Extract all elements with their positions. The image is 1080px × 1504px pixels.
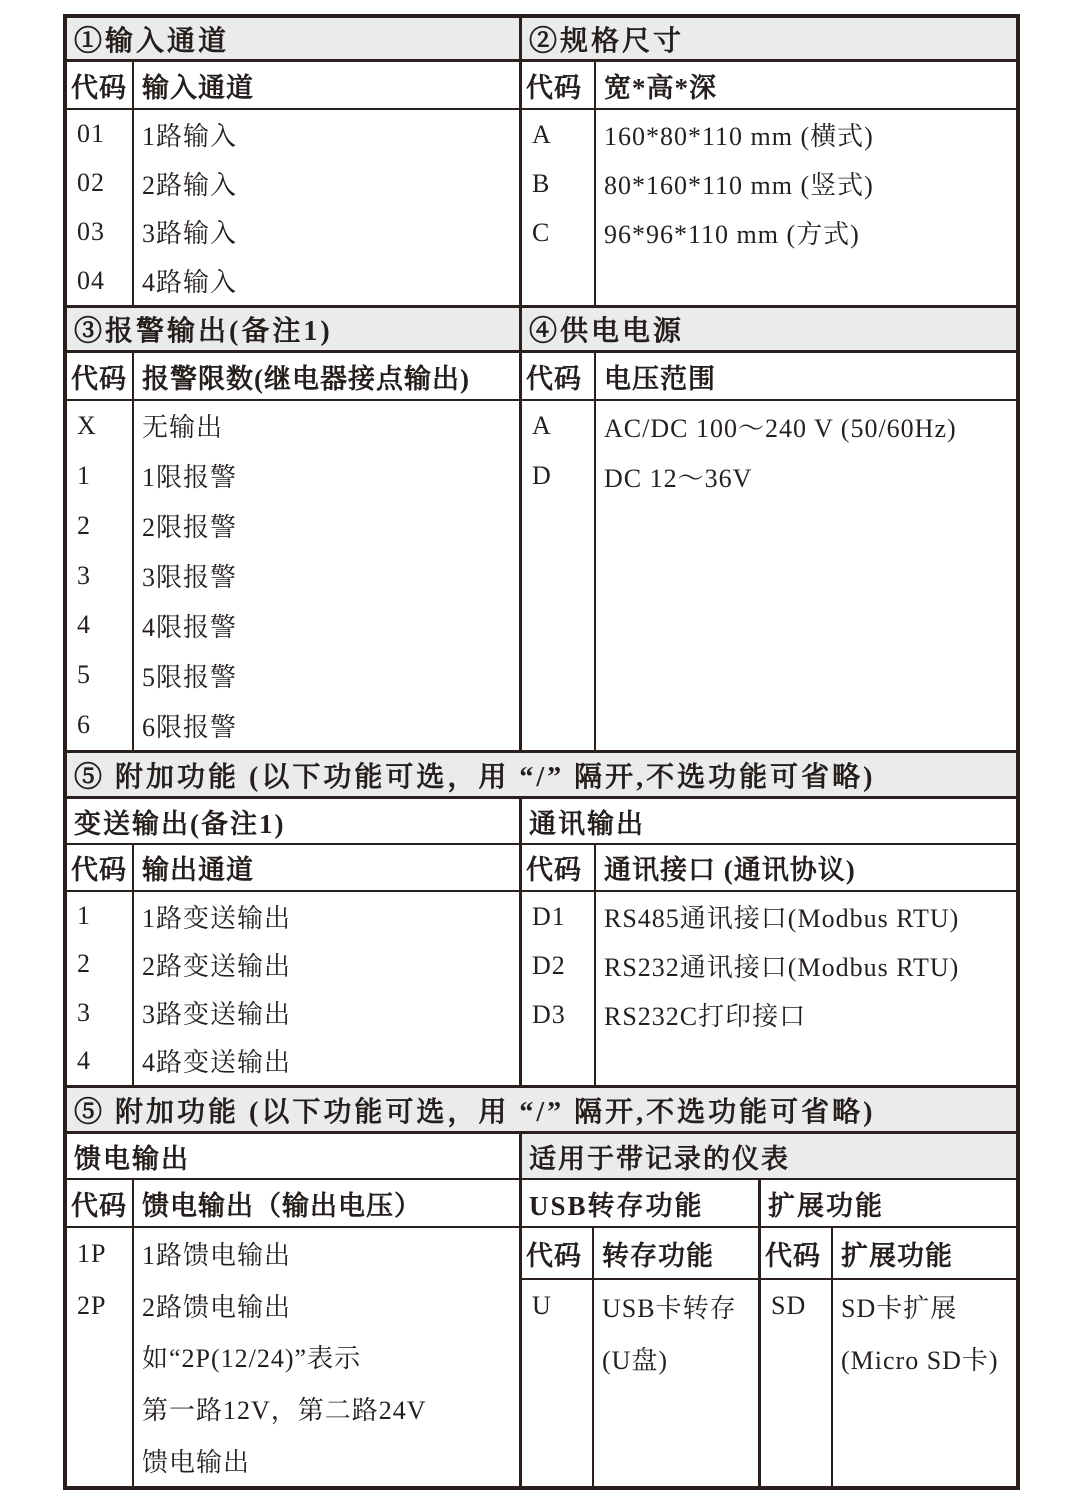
- row-code: 3: [77, 560, 91, 590]
- row-value: 4路输入: [142, 268, 238, 298]
- subsection-title-text: 通讯输出: [529, 808, 645, 839]
- row-note: 第一路12V，第二路24V: [142, 1396, 427, 1426]
- row-value: 160*80*110 mm (横式): [604, 122, 874, 151]
- subsection-title-text: 适用于带记录的仪表: [529, 1143, 790, 1174]
- value-column: [134, 892, 519, 1085]
- row-code: 3: [77, 997, 91, 1027]
- code-column: [67, 892, 134, 1085]
- row-code: D1: [532, 901, 566, 931]
- value-column-header: 报警限数(继电器接点输出): [142, 363, 470, 394]
- subsection-title: [67, 799, 519, 845]
- code-column: [522, 401, 596, 750]
- recorder-function-columns: [522, 1180, 1016, 1486]
- section-title-text: ⑤ 附加功能 (以下功能可选，用 “/” 隔开,不选功能可省略): [74, 761, 876, 793]
- row-value: 2路输入: [142, 170, 238, 200]
- data-area: [67, 401, 519, 750]
- value-column-header: 电压范围: [604, 363, 716, 394]
- section-title-text: ⑤ 附加功能 (以下功能可选，用 “/” 隔开,不选功能可省略): [74, 1096, 876, 1128]
- row-value: 3限报警: [142, 563, 238, 592]
- row-code: X: [77, 410, 97, 440]
- column-header-row: [67, 845, 519, 892]
- data-area: [522, 401, 1016, 750]
- code-column: [761, 1280, 833, 1486]
- value-column-header: 扩展功能: [841, 1240, 953, 1271]
- column-header-row: [67, 353, 519, 401]
- row-code: B: [532, 168, 551, 198]
- row-value: 2路馈电输出: [142, 1292, 292, 1322]
- row-value: 4限报警: [142, 612, 238, 642]
- section-title-text: ②规格尺寸: [529, 25, 685, 57]
- subsection-transmit-output: [67, 799, 522, 1085]
- row-value: 1限报警: [142, 463, 238, 493]
- row-value: RS485通讯接口(Modbus RTU): [604, 904, 960, 933]
- subsection-title-text: 馈电输出: [74, 1143, 190, 1174]
- subsections: [67, 799, 1016, 1085]
- data-area: [67, 1228, 519, 1486]
- code-column-header: 代码: [67, 845, 134, 890]
- subsection-communication-output: [522, 799, 1016, 1085]
- code-column: [67, 1228, 134, 1486]
- code-column-header: 代码: [67, 1180, 134, 1226]
- row-code: D3: [532, 999, 566, 1029]
- row-code: 1: [77, 901, 91, 931]
- column-header-row: [522, 845, 1016, 892]
- row-value: 5限报警: [142, 662, 238, 692]
- section-dimensions: [522, 18, 1016, 305]
- section-row-alarm-power: [67, 305, 1016, 750]
- row-value: RS232C打印接口: [604, 1002, 807, 1031]
- group-header-text: 扩展功能: [768, 1190, 884, 1221]
- row-value-line: USB卡转存: [602, 1293, 737, 1323]
- code-column: [67, 110, 134, 305]
- section-title-text: ④供电电源: [529, 316, 685, 347]
- row-value: 1路变送输出: [142, 903, 292, 933]
- row-code: C: [532, 217, 551, 247]
- row-code: 1: [77, 460, 91, 490]
- row-code: U: [532, 1291, 552, 1320]
- value-column-header: 馈电输出（输出电压）: [142, 1190, 422, 1221]
- data-area: [67, 892, 519, 1085]
- row-value-line: (Micro SD卡): [841, 1345, 999, 1375]
- data-area: [522, 110, 1016, 305]
- section-title-text: ①输入通道: [74, 25, 230, 57]
- section-title: [67, 1088, 1016, 1134]
- data-area: [761, 1280, 1016, 1486]
- subsection-title: [522, 799, 1016, 845]
- column-header-row: [67, 62, 519, 110]
- row-code: 02: [77, 168, 105, 198]
- subsection-recorder-functions: [522, 1134, 1016, 1486]
- code-column: [67, 401, 134, 750]
- row-code: 6: [77, 710, 91, 740]
- row-value: 1路输入: [142, 121, 238, 151]
- value-column: [134, 110, 519, 305]
- value-column: [833, 1280, 1016, 1486]
- row-code: A: [532, 411, 552, 440]
- section-power-supply: [522, 308, 1016, 750]
- sd-expansion-part: [761, 1180, 1016, 1486]
- row-code: D: [532, 461, 552, 490]
- row-code: A: [532, 119, 552, 149]
- section-alarm-output: [67, 308, 522, 750]
- code-column-header: 代码: [522, 62, 596, 108]
- code-column-header: 代码: [522, 845, 596, 890]
- code-column-header: 代码: [67, 353, 134, 399]
- row-code: 03: [77, 216, 105, 246]
- row-code: 2P: [77, 1291, 107, 1320]
- value-column: [594, 1280, 758, 1486]
- value-column-header: 转存功能: [602, 1240, 714, 1271]
- code-column-header: 代码: [67, 62, 134, 108]
- section-title-text: ③报警输出(备注1): [74, 316, 333, 347]
- row-code: 2: [77, 510, 91, 540]
- data-area: [522, 1280, 758, 1486]
- code-column-header: 代码: [761, 1228, 833, 1278]
- row-value: 6限报警: [142, 712, 238, 742]
- row-code: 4: [77, 1045, 91, 1075]
- section-additional-functions-2: [67, 1085, 1016, 1486]
- model-selection-table: [63, 14, 1020, 1490]
- row-code: D2: [532, 950, 566, 980]
- value-column-header: 输出通道: [142, 855, 254, 885]
- column-header-row: [761, 1228, 1016, 1280]
- value-column: [134, 1228, 519, 1486]
- column-header-row: [67, 1180, 519, 1228]
- row-value: RS232通讯接口(Modbus RTU): [604, 953, 960, 982]
- value-column-header: 输入通道: [142, 72, 254, 103]
- row-code: 2: [77, 949, 91, 979]
- row-value: 2限报警: [142, 513, 238, 543]
- group-header-text: USB转存功能: [529, 1190, 704, 1221]
- section-additional-functions-1: [67, 750, 1016, 1085]
- subsection-title: [67, 1134, 519, 1180]
- row-value: 2路变送输出: [142, 951, 292, 981]
- section-title: [522, 18, 1016, 62]
- column-header-row: [522, 1228, 758, 1280]
- section-title: [522, 308, 1016, 353]
- row-code: 4: [77, 610, 91, 640]
- group-header: [522, 1180, 758, 1228]
- value-column: [134, 401, 519, 750]
- subsections: [67, 1134, 1016, 1486]
- row-code: 04: [77, 265, 105, 295]
- row-note: 如“2P(12/24)”表示: [142, 1344, 362, 1374]
- section-title: [67, 753, 1016, 799]
- value-column: [596, 892, 1016, 1085]
- row-value: 96*96*110 mm (方式): [604, 220, 860, 249]
- row-value: 无输出: [142, 413, 224, 443]
- value-column: [596, 401, 1016, 750]
- value-column: [596, 110, 1016, 305]
- row-code: 01: [77, 119, 105, 149]
- subsection-title-text: 变送输出(备注1): [74, 808, 286, 839]
- data-area: [67, 110, 519, 305]
- row-code: 5: [77, 660, 91, 690]
- subsection-loop-power-output: [67, 1134, 522, 1486]
- section-row-input-size: [67, 18, 1016, 305]
- column-header-row: [522, 353, 1016, 401]
- row-value-line: SD卡扩展: [841, 1293, 958, 1323]
- code-column-header: 代码: [522, 1228, 594, 1278]
- value-column-header: 通讯接口 (通讯协议): [604, 855, 856, 885]
- row-code: 1P: [77, 1239, 107, 1268]
- row-value: DC 12～36V: [604, 463, 753, 493]
- section-title: [67, 18, 519, 62]
- row-value: 3路输入: [142, 219, 238, 249]
- value-column-header: 宽*高*深: [604, 72, 717, 103]
- code-column: [522, 1280, 594, 1486]
- usb-transfer-part: [522, 1180, 761, 1486]
- section-title: [67, 308, 519, 353]
- code-column-header: 代码: [522, 353, 596, 399]
- row-value-line: (U盘): [602, 1345, 669, 1375]
- subsection-title: [522, 1134, 1016, 1180]
- data-area: [522, 892, 1016, 1085]
- row-value: 1路馈电输出: [142, 1241, 292, 1271]
- column-header-row: [522, 62, 1016, 110]
- group-header: [761, 1180, 1016, 1228]
- row-code: SD: [771, 1291, 807, 1320]
- code-column: [522, 892, 596, 1085]
- section-input-channels: [67, 18, 522, 305]
- row-value: 3路变送输出: [142, 1000, 292, 1030]
- row-value: 4路变送输出: [142, 1048, 292, 1078]
- row-value: 80*160*110 mm (竖式): [604, 171, 874, 200]
- row-note: 馈电输出: [142, 1447, 251, 1477]
- code-column: [522, 110, 596, 305]
- row-value: AC/DC 100～240 V (50/60Hz): [604, 413, 957, 443]
